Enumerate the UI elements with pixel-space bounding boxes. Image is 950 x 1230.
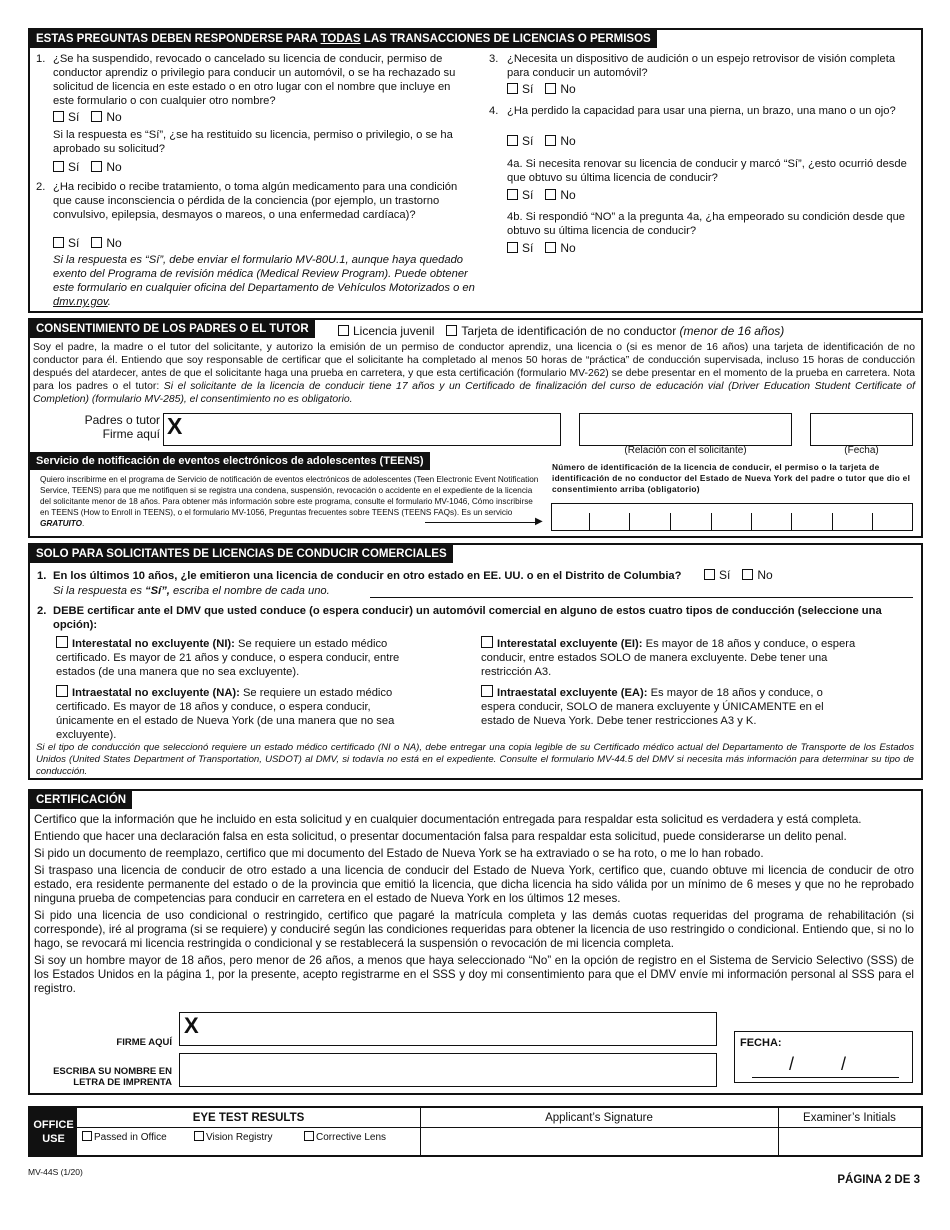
parent-consent-header: CONSENTIMIENTO DE LOS PADRES O EL TUTOR bbox=[30, 320, 315, 338]
certification-p1: Certifico que la información que he incluido en esta solicitud y en cualquier documentación entregada para respaldar esta solicitud es verdadera y está completa. bbox=[34, 813, 862, 826]
passed-in-office-checkbox[interactable] bbox=[82, 1131, 92, 1141]
parent-sign-label: Padres o tutor Firme aquí bbox=[84, 413, 160, 441]
commercial-note: Si el tipo de conducción que seleccionó requiere un estado médico certificado (NI o NA), debe entregar una copia legible de su Certificado médico actual del Departamento de Transporte de los Estados Unidos (United States Department of Transportation, USDOT) al DMV, si todavía no está en el expediente. Consulte el formulario MV-44.5 del DMV si necesita más información para determinar su tipo de conducción. bbox=[36, 742, 914, 777]
q3-no-checkbox[interactable] bbox=[545, 83, 556, 94]
parent-date-field[interactable] bbox=[810, 413, 913, 446]
certification-p5: Si pido una licencia de uso condicional o restringido, certifico que pagaré la matrícula completa y las demás cuotas requeridas del programa de rehabilitación (si corresponde), iré al programa (si se requiere) y conduciré según las condiciones requeridas para obtener la licencia de uso restringido o condicional. Entiendo que, si no lo hago, se revocará mi licencia restringida o condicional y se restablecerá la suspensión o revocación de mi licencia completa. bbox=[34, 909, 914, 950]
parent-consent-options: Licencia juvenil Tarjeta de identificación de no conductor (menor de 16 años) bbox=[338, 324, 796, 338]
teens-arrow-icon: ▶ bbox=[535, 516, 543, 527]
certification-body bbox=[34, 813, 914, 996]
question-3-text: ¿Necesita un dispositivo de audición o un espejo retrovisor de visión completa para conducir un automóvil? bbox=[507, 53, 896, 79]
q1-yes-checkbox[interactable] bbox=[53, 111, 64, 122]
page-number: PÁGINA 2 DE 3 bbox=[837, 1174, 920, 1186]
vision-registry-checkbox[interactable] bbox=[194, 1131, 204, 1141]
teens-body: Quiero inscribirme en el programa de Servicio de notificación de eventos electrónicos de adolescentes (Teen Electronic Event Notification Service, TEENS) para que me notifiquen si se registra una condena, suspensión, revocación o accidente en el expediente de la licencia del solicitante menor de 18 años. Para obtener más información sobre este programa, consulte el formulario MV-1046, Cómo inscribirse en TEENS (How to Enroll in TEENS), o el formulario MV-1056, Preguntas frecuentes sobre TEENS (TEENS FAQs). Es un servicio GRATUITO. bbox=[40, 475, 539, 528]
q4b-no-checkbox[interactable] bbox=[545, 242, 556, 253]
option-ni: Interestatal no excluyente (NI): Se requiere un estado médico certificado. Es mayor de 21 años y conduce, o espera conducir, entre estados (de una manera que no sea excluyente). bbox=[56, 638, 400, 678]
option-ei: Interestatal excluyente (EI): Es mayor de 18 años y conduce, o espera conducir, entre estados SOLO de manera excluyente. Debe tener una restricción A3. bbox=[481, 638, 856, 678]
relation-field[interactable] bbox=[579, 413, 792, 446]
q1b-yes-checkbox[interactable] bbox=[53, 161, 64, 172]
section-questions-header: ESTAS PREGUNTAS DEBEN RESPONDERSE PARA TODAS LAS TRANSACCIONES DE LICENCIAS O PERMISOS bbox=[30, 30, 657, 48]
commercial-q1-number: 1. bbox=[37, 570, 47, 582]
question-4-answers: Sí No bbox=[507, 134, 588, 148]
commercial-q1-no-checkbox[interactable] bbox=[742, 569, 753, 580]
option-na: Intraestatal no excluyente (NA): Se requiere un estado médico certificado. Es mayor de 18 años y conduce, o espera conducir, únicamente en el estado de Nueva York (de una manera que no sea excluyente). bbox=[56, 687, 395, 741]
certification-p2: Entiendo que hacer una declaración falsa en esta solicitud, o presentar documentación falsa para respaldar esta solicitud, puede considerarse un delito penal. bbox=[34, 830, 847, 843]
teens-header: Servicio de notificación de eventos electrónicos de adolescentes (TEENS) bbox=[30, 452, 430, 470]
non-driver-id-checkbox[interactable] bbox=[446, 325, 457, 336]
sign-here-label: FIRME AQUÍ bbox=[116, 1037, 172, 1048]
ea-checkbox[interactable] bbox=[481, 685, 493, 697]
applicant-signature-header: Applicant’s Signature bbox=[545, 1112, 653, 1124]
parent-sign-x: X bbox=[167, 413, 183, 439]
commercial-header: SOLO PARA SOLICITANTES DE LICENCIAS DE CONDUCIR COMERCIALES bbox=[30, 545, 453, 563]
certification-date-label: FECHA: bbox=[740, 1037, 782, 1049]
question-4a-answers: Sí No bbox=[507, 188, 588, 202]
parent-consent-body: Soy el padre, la madre o el tutor del solicitante, y autorizo la emisión de un permiso de conductor aprendiz, una licencia o (si es menor de 16 años) una tarjeta de identificación de no conductor para él. Entiendo que soy responsable de certificar que el solicitante ha completado al menos 50 horas de “práctica” de conducción supervisada, incluso 15 horas de conducción después del atardecer, antes de que el solicitante haga una prueba en carretera, y que esta certificación (formulario MV-262) se debe presentar en el momento de la prueba en carretera. Nota para los padres o el tutor: Si el solicitante de la licencia de conducir tiene 17 años y un Certificado de finalización del curso de educación vial (Driver Education Student Certificate of Completion) (formulario MV-285), el consentimiento no es obligatorio. bbox=[33, 342, 915, 405]
states-input-line[interactable] bbox=[370, 597, 913, 598]
q2-no-checkbox[interactable] bbox=[91, 237, 102, 248]
parent-signature-field[interactable] bbox=[163, 413, 561, 446]
print-name-field[interactable] bbox=[179, 1053, 717, 1087]
q4a-yes-checkbox[interactable] bbox=[507, 189, 518, 200]
commercial-q2-number: 2. bbox=[37, 605, 47, 617]
q4-no-checkbox[interactable] bbox=[545, 135, 556, 146]
question-4-number: 4. bbox=[489, 105, 499, 117]
question-2-note: Si la respuesta es “Sí”, debe enviar el formulario MV-80U.1, aunque haya quedado exento del Programa de revisión médica (Medical Review Program). Puede obtener este formulario en cualquier oficina del Departamento de Vehículos Motorizados o en dmv.ny.gov. bbox=[53, 254, 475, 308]
option-ea: Intraestatal excluyente (EA): Es mayor de 18 años y conduce, o espera conducir, SOLO de manera excluyente y ÚNICAMENTE en el estado de Nueva York. Debe tener restricciones A3 y K. bbox=[481, 687, 824, 727]
question-1b-answers: Sí No bbox=[53, 160, 134, 174]
question-3-answers: Sí No bbox=[507, 82, 588, 96]
ei-checkbox[interactable] bbox=[481, 636, 493, 648]
applicant-sign-x: X bbox=[184, 1013, 199, 1038]
parent-id-label: Número de identificación de la licencia de conducir, el permiso o la tarjeta de identificación de no conductor del Estado de Nueva York del padre o tutor que dio el consentimiento arriba (obligatorio) bbox=[552, 462, 911, 494]
question-4b-text: 4b. Si respondió “NO” a la pregunta 4a, ¿ha empeorado su condición desde que obtuvo su última licencia de conducir? bbox=[507, 211, 906, 237]
certification-p6: Si soy un hombre mayor de 18 años, pero menor de 26 años, a menos que haya seleccionado “No” en la opción de registro en el Sistema de Servicio Selectivo (SSS) de los Estados Unidos en la página 1, por la presente, acepto registrarme en el SSS y doy mi consentimiento para que el DMV envíe mi información personal al SSS para el registro. bbox=[34, 954, 914, 995]
junior-license-checkbox[interactable] bbox=[338, 325, 349, 336]
teens-arrow-line bbox=[425, 522, 537, 523]
form-id: MV-44S (1/20) bbox=[28, 1167, 83, 1177]
question-2-answers: Sí No bbox=[53, 236, 134, 250]
q4b-yes-checkbox[interactable] bbox=[507, 242, 518, 253]
question-1-number: 1. bbox=[36, 53, 46, 65]
q1-no-checkbox[interactable] bbox=[91, 111, 102, 122]
certification-p4: Si traspaso una licencia de conducir de otro estado a una licencia de conducir del Estado de Nueva York, certifico que, cuando obtuve mi licencia de conducir de otro estado, era residente permanente del estado o de la provincia que emitió la licencia, que dicha licencia ha sido válida por un mínimo de 6 meses y que no he reprobado ninguna prueba de competencias para conducir en carretera en el estado de Nueva York en los últimos 12 meses. bbox=[34, 864, 914, 905]
parent-date-label: (Fecha) bbox=[844, 445, 879, 456]
office-use-label: OFFICE USE bbox=[30, 1108, 77, 1155]
date-slash-2: / bbox=[841, 1054, 847, 1074]
commercial-q1-note: Si la respuesta es “Sí”, escriba el nombre de cada uno. bbox=[53, 585, 330, 597]
question-3-number: 3. bbox=[489, 53, 499, 65]
q3-yes-checkbox[interactable] bbox=[507, 83, 518, 94]
eye-test-header: EYE TEST RESULTS bbox=[192, 1112, 305, 1124]
question-4-text: ¿Ha perdido la capacidad para usar una pierna, un brazo, una mano o un ojo? bbox=[507, 105, 896, 117]
print-name-label: ESCRIBA SU NOMBRE EN LETRA DE IMPRENTA bbox=[53, 1066, 172, 1088]
certification-p3: Si pido un documento de reemplazo, certifico que mi documento del Estado de Nueva York se ha extraviado o se ha roto, o me lo han robado. bbox=[34, 847, 764, 860]
commercial-q1-answers: Sí No bbox=[704, 568, 785, 582]
date-slash-1: / bbox=[789, 1054, 795, 1074]
office-header-divider bbox=[77, 1127, 921, 1128]
question-4a-text: 4a. Si necesita renovar su licencia de conducir y marcó “Sí”, ¿esto ocurrió desde que obtuvo su última licencia de conducir? bbox=[507, 158, 907, 184]
q4-yes-checkbox[interactable] bbox=[507, 135, 518, 146]
examiner-initials-header: Examiner’s Initials bbox=[803, 1112, 896, 1124]
ni-checkbox[interactable] bbox=[56, 636, 68, 648]
question-2-text: ¿Ha recibido o recibe tratamiento, o toma algún medicamento para una condición que cause inconsciencia o pérdida de la conciencia (por ejemplo, un trastorno convulsivo, epilepsia, desmayos o mareos, o una enfermedad cardíaca)? bbox=[53, 181, 458, 221]
q1b-no-checkbox[interactable] bbox=[91, 161, 102, 172]
question-1-answers: Sí No bbox=[53, 110, 134, 124]
commercial-q1-yes-checkbox[interactable] bbox=[704, 569, 715, 580]
commercial-q1-text: En los últimos 10 años, ¿le emitieron una licencia de conducir en otro estado en EE. UU. o en el Distrito de Columbia? bbox=[53, 570, 682, 582]
relation-label: (Relación con el solicitante) bbox=[624, 445, 747, 456]
parent-id-segments bbox=[551, 513, 913, 531]
commercial-q2-text: DEBE certificar ante el DMV que usted conduce (o espera conducir) un automóvil comercial en alguno de estos cuatro tipos de conducción (seleccione una opción): bbox=[53, 605, 882, 631]
dmv-link[interactable]: dmv.ny.gov bbox=[53, 296, 108, 308]
question-1b-text: Si la respuesta es “Sí”, ¿se ha restituido su licencia, permiso o privilegio, o se ha aprobado su solicitud? bbox=[53, 129, 453, 155]
question-1-text: ¿Se ha suspendido, revocado o cancelado su licencia de conducir, permiso de conductor aprendiz o privilegio para conducir un automóvil, o se ha rechazado su solicitud de licencia en este estado o en otro lugar con el nombre que incluye en este formulario o con cualquier otro nombre? bbox=[53, 53, 456, 107]
question-2-number: 2. bbox=[36, 181, 46, 193]
certification-header: CERTIFICACIÓN bbox=[30, 791, 132, 809]
eye-test-options: Passed in Office Vision Registry Corrective Lens bbox=[82, 1131, 386, 1143]
corrective-lens-checkbox[interactable] bbox=[304, 1131, 314, 1141]
na-checkbox[interactable] bbox=[56, 685, 68, 697]
certification-date-line bbox=[752, 1077, 899, 1078]
question-4b-answers: Sí No bbox=[507, 241, 588, 255]
q4a-no-checkbox[interactable] bbox=[545, 189, 556, 200]
q2-yes-checkbox[interactable] bbox=[53, 237, 64, 248]
applicant-signature-field[interactable] bbox=[179, 1012, 717, 1046]
